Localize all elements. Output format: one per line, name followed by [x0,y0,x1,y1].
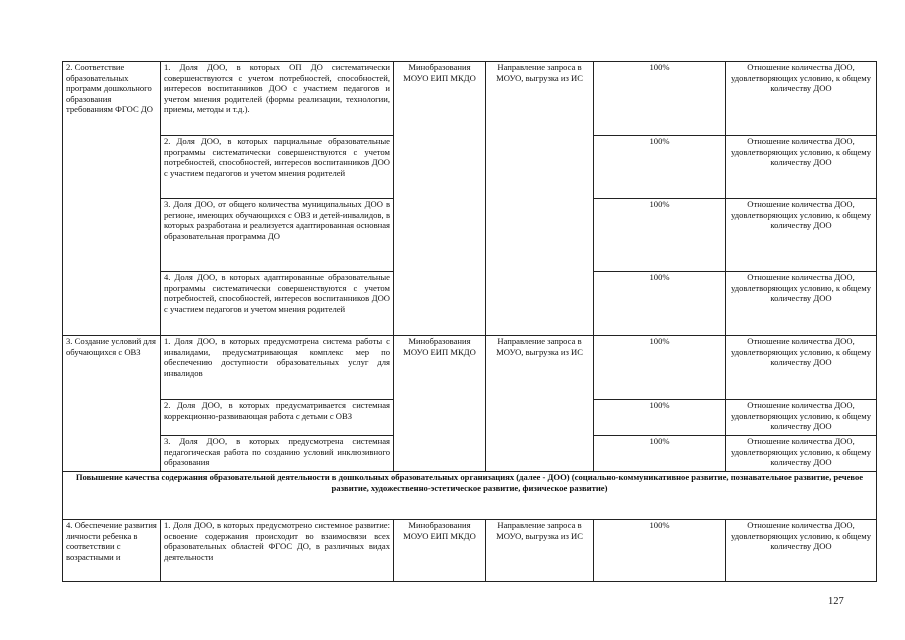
indicator-cell: 2. Доля ДОО, в которых предусматривается системная коррекционно-развивающая работа с детьми с ОВЗ [161,400,394,436]
section-heading: Повышение качества содержания образовательной деятельности в дошкольных образовательных организациях (далее - ДОО) (социально-коммуникативное развитие, познавательное развитие, речевое развитие, художественно-эстетическое развитие, физическое развитие) [63,472,877,520]
formula-cell: Отношение количества ДОО, удовлетворяющих условию, к общему количеству ДОО [726,272,877,336]
criterion-cell: 4. Обеспечение развития личности ребенка в соответствии с возрастными и [63,520,161,582]
target-value-cell: 100% [594,436,726,472]
page-number: 127 [828,596,844,607]
table-row [63,472,877,520]
target-value-cell: 100% [594,520,726,582]
indicators-table [62,61,877,582]
criterion-cell: 3. Создание условий для обучающихся с ОВЗ [63,336,161,472]
target-value-cell: 100% [594,62,726,136]
formula-cell: Отношение количества ДОО, удовлетворяющих условию, к общему количеству ДОО [726,436,877,472]
indicator-cell: 2. Доля ДОО, в которых парциальные образовательные программы систематически совершенствуются с учетом потребностей, способностей, интересов воспитанников ДОО с участием педагогов и учетом мнения родителей [161,136,394,199]
target-value-cell: 100% [594,199,726,272]
target-value-cell: 100% [594,336,726,400]
formula-cell: Отношение количества ДОО, удовлетворяющих условию, к общему количеству ДОО [726,199,877,272]
target-value-cell: 100% [594,400,726,436]
responsible-cell: Минобразования МОУО ЕИП МКДО [394,520,486,582]
responsible-cell: Минобразования МОУО ЕИП МКДО [394,62,486,336]
table-row [63,336,877,400]
table-row [63,62,877,136]
indicator-cell: 3. Доля ДОО, от общего количества муниципальных ДОО в регионе, имеющих обучающихся с ОВЗ и детей-инвалидов, в которых разработана и реализуется адаптированная основная образовательная программа ДО [161,199,394,272]
formula-cell: Отношение количества ДОО, удовлетворяющих условию, к общему количеству ДОО [726,520,877,582]
responsible-cell: Минобразования МОУО ЕИП МКДО [394,336,486,472]
indicator-cell: 1. Доля ДОО, в которых ОП ДО систематически совершенствуются с учетом потребностей, способностей, интересов воспитанников ДОО с участием педагогов и учетом мнения родителей (формы реализации, технологии, приемы, методы и т.д.). [161,62,394,136]
data-source-cell: Направление запроса в МОУО, выгрузка из ИС [486,520,594,582]
formula-cell: Отношение количества ДОО, удовлетворяющих условию, к общему количеству ДОО [726,400,877,436]
indicator-cell: 1. Доля ДОО, в которых предусмотрена система работы с инвалидами, предусматривающая комплекс мер по обеспечению доступности образовательных услуг для инвалидов [161,336,394,400]
indicator-cell: 4. Доля ДОО, в которых адаптированные образовательные программы систематически совершенствуются с учетом потребностей, способностей, интересов воспитанников ДОО с участием педагогов и учетом мнения родителей [161,272,394,336]
data-source-cell: Направление запроса в МОУО, выгрузка из ИС [486,62,594,336]
formula-cell: Отношение количества ДОО, удовлетворяющих условию, к общему количеству ДОО [726,62,877,136]
indicator-cell: 3. Доля ДОО, в которых предусмотрена системная педагогическая работа по созданию условий инклюзивного образования [161,436,394,472]
formula-cell: Отношение количества ДОО, удовлетворяющих условию, к общему количеству ДОО [726,136,877,199]
data-source-cell: Направление запроса в МОУО, выгрузка из ИС [486,336,594,472]
target-value-cell: 100% [594,272,726,336]
indicator-cell: 1. Доля ДОО, в которых предусмотрено системное развитие: освоение содержания происходит во взаимосвязи всех образовательных областей ФГОС ДО, в различных видах деятельности [161,520,394,582]
criterion-cell: 2. Соответствие образовательных программ дошкольного образования требованиям ФГОС ДО [63,62,161,336]
formula-cell: Отношение количества ДОО, удовлетворяющих условию, к общему количеству ДОО [726,336,877,400]
target-value-cell: 100% [594,136,726,199]
table-row [63,520,877,582]
